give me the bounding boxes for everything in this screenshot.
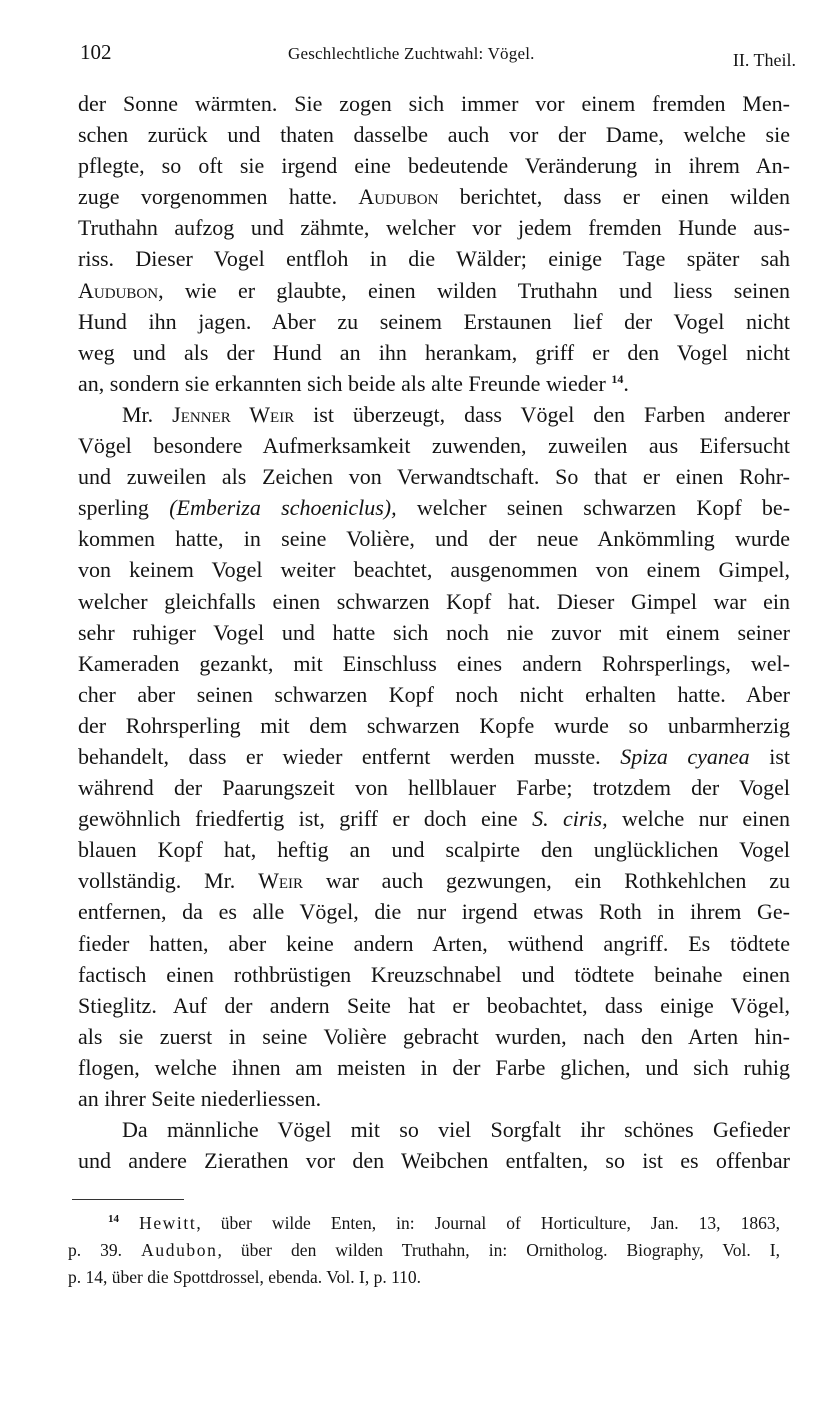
- text-line: und andere Zierathen vor den Weibchen entfalten, so ist es offenbar: [78, 1148, 790, 1174]
- part-label: II. Theil.: [732, 50, 796, 70]
- text-line: von keinem Vogel weiter beachtet, ausgenommen von einem Gimpel,: [78, 557, 790, 583]
- text-line: entfernen, da es alle Vögel, die nur irgend etwas Roth in ihrem Ge-: [78, 899, 790, 925]
- text-line: weg und als der Hund an ihn herankam, griff er den Vogel nicht: [78, 339, 790, 365]
- text-segment: .: [623, 370, 629, 396]
- text-line: riss. Dieser Vogel entfloh in die Wälder; einige Tage später sah: [78, 246, 790, 272]
- text-line: [78, 741, 790, 772]
- text-segment: vollständig. Mr.: [78, 868, 236, 894]
- text-segment: behandelt, dass er wieder entfernt werden musste.: [78, 743, 601, 769]
- text-segment: gewöhnlich friedfertig ist, griff er doch eine: [78, 806, 518, 832]
- text-segment: ist: [769, 743, 790, 769]
- footnote-line: p. 14, über die Spottdrossel, ebenda. Vol. I, p. 110.: [68, 1267, 422, 1287]
- text-line: cher aber seinen schwarzen Kopf noch nicht erhalten hatte. Aber: [78, 681, 790, 707]
- page-number: 102: [80, 40, 112, 64]
- text-line: an ihrer Seite niederliessen.: [78, 1086, 322, 1111]
- text-line: [78, 492, 790, 523]
- author-name: Jenner Weir: [172, 401, 295, 427]
- text-line: sehr ruhiger Vogel und hatte sich noch nie zuvor mit einem seiner: [78, 619, 790, 645]
- text-line: Da männliche Vögel mit so viel Sorgfalt ihr schönes Gefieder: [122, 1117, 790, 1143]
- text-segment: sperling: [78, 495, 149, 521]
- body-text: [78, 88, 790, 1176]
- text-segment: Mr.: [122, 401, 154, 427]
- text-line: [78, 181, 790, 212]
- author-name: Audubon: [358, 184, 439, 210]
- footnote-reference[interactable]: 14: [611, 371, 624, 386]
- text-segment: , über wilde Enten, in: Journal of Horticulture, Jan. 13, 1863,: [196, 1213, 781, 1233]
- text-segment: welcher seinen schwarzen Kopf be-: [416, 495, 791, 521]
- text-line: [78, 368, 790, 399]
- text-segment: welche nur einen: [621, 806, 791, 832]
- species-name: S. ciris,: [532, 806, 608, 832]
- text-line: Truthahn aufzog und zähmte, welcher vor jedem fremden Hunde aus-: [78, 215, 790, 241]
- text-segment: zuge vorgenommen hatte.: [78, 184, 338, 210]
- text-line: als sie zuerst in seine Volière gebracht wurden, nach den Arten hin-: [78, 1023, 790, 1049]
- running-title: Geschlechtliche Zuchtwahl: Vögel.: [288, 44, 535, 63]
- footnote-divider: [72, 1199, 184, 1200]
- footnote-line: [68, 1237, 780, 1264]
- text-line: pflegte, so oft sie irgend eine bedeutende Veränderung in ihrem An-: [78, 153, 790, 179]
- text-line: Vögel besondere Aufmerksamkeit zuwenden, zuweilen aus Eifersucht: [78, 433, 790, 459]
- text-line: welcher gleichfalls einen schwarzen Kopf hat. Dieser Gimpel war ein: [78, 588, 790, 614]
- text-line: blauen Kopf hat, heftig an und scalpirte den unglücklichen Vogel: [78, 837, 790, 863]
- page-header: [80, 40, 796, 76]
- text-line: schen zurück und thaten dasselbe auch vor der Dame, welche sie: [78, 122, 790, 148]
- text-line: Stieglitz. Auf der andern Seite hat er beobachtet, dass einige Vögel,: [78, 992, 790, 1018]
- text-segment: war auch gezwungen, ein Rothkehlchen zu: [325, 868, 791, 894]
- footnote-line: [68, 1210, 780, 1237]
- text-line: fieder hatten, aber keine andern Arten, wüthend angriff. Es tödtete: [78, 930, 790, 956]
- text-line: [78, 803, 790, 834]
- footnote: [68, 1210, 780, 1291]
- text-segment: , über den wilden Truthahn, in: Ornitholog. Biography, Vol. I,: [217, 1240, 780, 1260]
- author-name: Audubon: [141, 1240, 218, 1260]
- text-segment: ist überzeugt, dass Vögel den Farben anderer: [313, 401, 791, 427]
- text-line: und zuweilen als Zeichen von Verwandtschaft. So that er einen Rohr-: [78, 464, 790, 490]
- text-line: Kameraden gezankt, mit Einschluss eines andern Rohrsperlings, wel-: [78, 650, 790, 676]
- text-segment: p. 39.: [68, 1240, 123, 1260]
- text-line: factisch einen rothbrüstigen Kreuzschnabel und tödtete beinahe einen: [78, 961, 790, 987]
- species-name: Spiza cyanea: [620, 743, 750, 769]
- author-name: Weir: [258, 868, 304, 894]
- text-segment: berichtet, dass er einen wilden: [459, 184, 790, 210]
- text-line: der Rohrsperling mit dem schwarzen Kopfe wurde so unbarmherzig: [78, 712, 790, 738]
- text-line: flogen, welche ihnen am meisten in der Farbe glichen, und sich ruhig: [78, 1054, 790, 1080]
- text-segment: an, sondern sie erkannten sich beide als alte Freunde wieder: [78, 370, 606, 396]
- text-line: [78, 275, 790, 306]
- text-line: Hund ihn jagen. Aber zu seinem Erstaunen lief der Vogel nicht: [78, 308, 790, 334]
- text-segment: , wie er glaubte, einen wilden Truthahn und liess seinen: [158, 277, 790, 303]
- author-name: Audubon: [78, 277, 159, 303]
- text-line: [78, 399, 790, 430]
- footnote-marker: 14: [108, 1213, 119, 1225]
- author-name: Hewitt: [139, 1213, 197, 1233]
- text-line: kommen hatte, in seine Volière, und der neue Ankömmling wurde: [78, 526, 790, 552]
- species-name: (Emberiza schoeniclus),: [169, 495, 397, 521]
- text-line: der Sonne wärmten. Sie zogen sich immer vor einem fremden Men-: [78, 91, 790, 116]
- text-line: [78, 865, 790, 896]
- text-line: während der Paarungszeit von hellblauer Farbe; trotzdem der Vogel: [78, 775, 790, 801]
